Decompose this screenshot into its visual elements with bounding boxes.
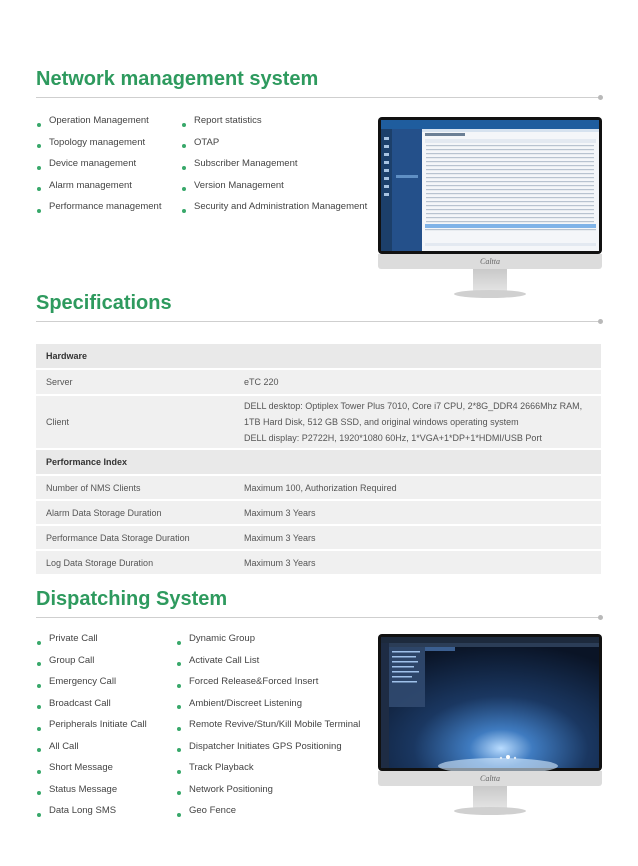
list-item: Forced Release&Forced Insert — [177, 675, 373, 697]
table-row — [36, 370, 601, 394]
row-value: Maximum 100, Authorization Required — [234, 476, 601, 499]
list-item: Alarm management — [37, 179, 177, 201]
list-item: Short Message — [37, 761, 172, 783]
table-row — [36, 501, 601, 524]
row-value: Maximum 3 Years — [234, 526, 601, 549]
row-label: Number of NMS Clients — [36, 476, 234, 499]
list-item: Ambient/Discreet Listening — [177, 697, 373, 719]
monitor-screen — [378, 117, 602, 254]
nms-divider — [36, 97, 601, 98]
performance-heading: Performance Index — [36, 450, 601, 474]
row-value: Maximum 3 Years — [234, 501, 601, 524]
nms-title: Network management system — [36, 68, 319, 90]
nms-screen-image — [378, 117, 602, 254]
client-line-3: DELL display: P2722H, 1920*1080 60Hz, 1*VGA+1*DP+1*HDMI/USB Port — [244, 433, 542, 443]
specs-divider — [36, 321, 601, 322]
table-row — [36, 344, 601, 368]
list-item: OTAP — [182, 136, 372, 158]
client-line-2: 1TB Hard Disk, 512 GB SSD, and original windows operating system — [244, 417, 519, 427]
monitor-foot — [454, 290, 526, 298]
list-item: All Call — [37, 740, 172, 762]
monitor-brand: Caltta — [479, 257, 500, 266]
dispatch-title: Dispatching System — [36, 588, 228, 610]
list-item: Topology management — [37, 136, 177, 158]
monitor-foot — [454, 807, 526, 815]
list-item: Track Playback — [177, 761, 373, 783]
list-item: Private Call — [37, 632, 172, 654]
nms-left-list — [37, 114, 177, 222]
hardware-heading: Hardware — [36, 344, 601, 368]
list-item: Status Message — [37, 783, 172, 805]
table-row — [36, 450, 601, 474]
list-item: Dynamic Group — [177, 632, 373, 654]
nms-monitor — [378, 117, 602, 298]
list-item: Version Management — [182, 179, 372, 201]
dispatch-monitor — [378, 634, 602, 815]
dispatch-right-list — [177, 632, 373, 826]
list-item: Peripherals Initiate Call — [37, 718, 172, 740]
server-value: eTC 220 — [234, 370, 601, 394]
table-row — [36, 476, 601, 499]
row-label: Alarm Data Storage Duration — [36, 501, 234, 524]
list-item: Device management — [37, 157, 177, 179]
row-value: Maximum 3 Years — [234, 551, 601, 574]
table-row — [36, 526, 601, 549]
row-label: Log Data Storage Duration — [36, 551, 234, 574]
specifications-table — [36, 342, 601, 576]
client-line-1: DELL desktop: Optiplex Tower Plus 7010, Core i7 CPU, 2*8G_DDR4 2666Mhz RAM, — [244, 401, 583, 411]
client-value — [234, 396, 601, 448]
list-item: Report statistics — [182, 114, 372, 136]
list-item: Group Call — [37, 654, 172, 676]
list-item: Dispatcher Initiates GPS Positioning — [177, 740, 373, 762]
monitor-screen — [378, 634, 602, 771]
dispatch-screen-image — [378, 634, 602, 771]
list-item: Remote Revive/Stun/Kill Mobile Terminal — [177, 718, 373, 740]
list-item: Emergency Call — [37, 675, 172, 697]
list-item: Network Positioning — [177, 783, 373, 805]
list-item: Activate Call List — [177, 654, 373, 676]
list-item: Operation Management — [37, 114, 177, 136]
table-row — [36, 396, 601, 448]
list-item: Performance management — [37, 200, 177, 222]
list-item: Security and Administration Management — [182, 200, 372, 222]
table-row — [36, 551, 601, 574]
monitor-brand: Caltta — [479, 774, 500, 783]
list-item: Broadcast Call — [37, 697, 172, 719]
nms-right-list — [182, 114, 372, 222]
list-item: Data Long SMS — [37, 804, 172, 826]
list-item: Geo Fence — [177, 804, 373, 826]
client-label: Client — [36, 396, 234, 448]
specs-title: Specifications — [36, 292, 172, 314]
row-label: Performance Data Storage Duration — [36, 526, 234, 549]
dispatch-left-list — [37, 632, 172, 826]
dispatch-divider — [36, 617, 601, 618]
list-item: Subscriber Management — [182, 157, 372, 179]
server-label: Server — [36, 370, 234, 394]
